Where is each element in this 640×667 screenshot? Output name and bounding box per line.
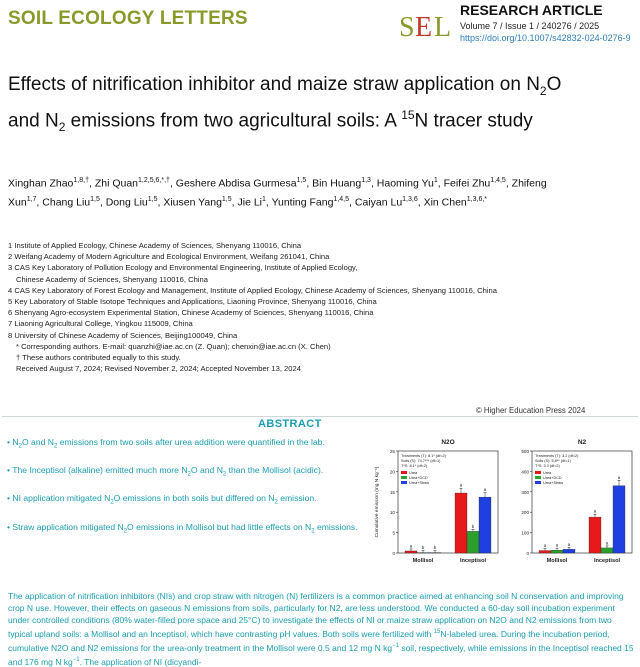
affiliation-1: 1 Institute of Applied Ecology, Chinese Academy of Sciences, Shenyang 110016, China <box>8 240 633 251</box>
author-separator: , <box>36 196 42 208</box>
logo-letter-l: L <box>434 12 451 43</box>
legend-swatch <box>535 481 541 484</box>
legend-swatch <box>535 476 541 479</box>
legend-label: Urea+Straw <box>409 481 429 485</box>
bar-urea-inceptisol <box>589 517 601 553</box>
sel-logo-icon <box>398 6 454 44</box>
affiliation-8: 8 University of Chinese Academy of Sciences, Beijing100049, China <box>8 330 633 341</box>
affiliation-4: 4 CAS Key Laboratory of Forest Ecology and Management, Institute of Applied Ecology, Chinese Academy of Sciences, Shenyang 110016, China <box>8 285 633 296</box>
abstract-heading: ABSTRACT <box>258 418 322 430</box>
bar-urea-straw-mollisol <box>563 549 575 553</box>
legend-swatch <box>535 471 541 474</box>
author: Xin Chen <box>424 196 467 208</box>
author: Chang Liu <box>42 196 90 208</box>
stats-line: T*S: 8.1* (df=2) <box>401 464 428 468</box>
abstract-divider <box>2 416 638 417</box>
affiliations <box>8 240 633 374</box>
chart-title: N2O <box>441 439 454 446</box>
highlight-3: • NI application mitigated $N_2O$ emissions in both soils but differed on $N_2$ emission. <box>6 493 361 509</box>
bar-urea-mollisol <box>539 551 551 553</box>
bar-urea-dcd-inceptisol <box>601 548 613 553</box>
x-category-label: Mollisol <box>413 558 434 564</box>
author: Haoming Yu <box>377 178 434 190</box>
bar-urea-inceptisol <box>455 493 467 553</box>
author-affiliation-marker: 1 <box>434 177 438 184</box>
legend-swatch <box>401 476 407 479</box>
author-affiliation-marker: 1,3 <box>361 177 371 184</box>
author: Geshere Abdisa Gurmesa <box>176 178 297 190</box>
author: Feifei Zhu <box>444 178 491 190</box>
author-affiliation-marker: 1,4,5 <box>490 177 506 184</box>
y-tick-label: 20 <box>390 469 396 474</box>
author-affiliation-marker: 1,5 <box>148 196 158 203</box>
stats-line: Soils (S): 74.7*** (df=1) <box>401 459 441 463</box>
y-tick-label: 100 <box>521 531 529 536</box>
significance-letter: b <box>472 524 475 529</box>
author: Dong Liu <box>106 196 148 208</box>
author: Zhifeng Xun <box>8 178 547 209</box>
affiliation-5: 5 Key Laboratory of Stable Isotope Techniques and Applications, Liaoning Province, Shenyang 110016, China <box>8 296 633 307</box>
highlight-2: • The Inceptisol (alkaline) emitted much more $N_2O$ and $N_2$ than the Mollisol (acidic). <box>6 465 361 481</box>
chart-title: N2 <box>578 439 587 446</box>
bar-urea-mollisol <box>405 551 417 553</box>
stats-line: T*S: 3.3 (df=2) <box>535 464 561 468</box>
journal-logo <box>398 6 454 44</box>
abstract-body: The application of nitrification inhibitors (NIs) and crop straw with nitrogen (N) fertilizers is a common practice aimed at enhancing soil N conservation and improving crop N use. However, their effects on gaseous N emissions from soils, particularly for N2, are less understood. We conducted a 60-day soil incubation experiment under controlled conditions (80% water-filled pore space and 25°C) to investigate the effects of NI or maize straw application on N2O and N2 emissions from two typical upland soils: a Mollisol and an Inceptisol, which have contrasting pH values. Both soils were fertilized with $^{15}$N-labeled urea. During the incubation period, cumulative N2O and N2 emissions for the urea-only treatment in the Mollisol were 0.5 and 12 mg N $kg^{-1}$ soil, respectively, while emissions in the Inceptisol reached 15 and 176 mg N $kg^{-1}$. The application of NI (dicyandi- <box>8 590 634 667</box>
author-affiliation-marker: 1,5 <box>222 196 232 203</box>
legend-label: Urea+Straw <box>543 481 563 485</box>
logo-letter-s: S <box>399 12 415 43</box>
author: Caiyan Lu <box>355 196 402 208</box>
author-affiliation-marker: 1,3,6,* <box>467 196 487 203</box>
significance-letter: a <box>460 483 463 488</box>
bar-urea-straw-inceptisol <box>479 497 491 553</box>
x-category-label: Inceptisol <box>460 558 487 564</box>
author-separator: , <box>100 196 106 208</box>
emission-chart-svg <box>366 435 636 575</box>
significance-letter: a <box>606 540 609 545</box>
emission-chart <box>366 435 636 575</box>
stats-line: Treatments (T): 8.1* (df=2) <box>401 454 447 458</box>
legend-swatch <box>401 481 407 484</box>
significance-letter: b <box>434 545 437 550</box>
corresponding-authors: * Corresponding authors. E-mail: quanzhi@iae.ac.cn (Z. Quan); chenxin@iae.ac.cn (X. Chen) <box>8 341 633 352</box>
affiliation-3-cont: Chinese Academy of Sciences, Shenyang 110016, China <box>8 274 633 285</box>
affiliation-7: 7 Liaoning Agricultural College, Yingkou 115009, China <box>8 318 633 329</box>
copyright: © Higher Education Press 2024 <box>476 406 585 415</box>
journal-title: SOIL ECOLOGY LETTERS <box>8 8 248 30</box>
y-tick-label: 5 <box>392 531 395 536</box>
significance-letter: a <box>594 509 597 514</box>
header-meta <box>460 2 636 43</box>
significance-letter: a <box>568 542 571 547</box>
author-separator: , <box>266 196 272 208</box>
author-separator: , <box>371 178 377 190</box>
affiliation-3: 3 CAS Key Laboratory of Pollution Ecology and Environmental Engineering, Institute of Applied Ecology, <box>8 262 633 273</box>
author: Xinghan Zhao <box>8 178 73 190</box>
author-affiliation-marker: 1,8,† <box>73 177 89 184</box>
bar-urea-straw-inceptisol <box>613 486 625 553</box>
significance-letter: a <box>410 543 413 548</box>
bar-urea-dcd-inceptisol <box>467 531 479 553</box>
legend-swatch <box>401 471 407 474</box>
author-affiliation-marker: 1 <box>262 196 266 203</box>
author-affiliation-marker: 1,7 <box>27 196 37 203</box>
y-axis-label: Cumulative emission (mg N kg⁻¹) <box>374 466 380 537</box>
significance-letter: b <box>422 545 425 550</box>
highlight-4: • Straw application mitigated $N_2O$ emissions in Mollisol but had little effects on $N_2$ emissions. <box>6 522 361 538</box>
significance-letter: a <box>484 487 487 492</box>
author-separator: , <box>506 178 512 190</box>
author-affiliation-marker: 1,5 <box>297 177 307 184</box>
y-tick-label: 300 <box>521 490 529 495</box>
significance-letter: a <box>618 475 621 480</box>
x-category-label: Inceptisol <box>594 558 621 564</box>
author-separator: , <box>157 196 163 208</box>
legend-label: Urea <box>543 471 552 475</box>
y-tick-label: 400 <box>521 469 529 474</box>
stats-line: Soils (S): 5.8** (df=1) <box>535 459 572 463</box>
author-separator: , <box>89 178 95 190</box>
author-affiliation-marker: 1,2,5,6,*,† <box>138 177 170 184</box>
author-separator: , <box>438 178 444 190</box>
significance-letter: a <box>556 543 559 548</box>
author: Zhi Quan <box>95 178 138 190</box>
volume-issue: Volume 7 / Issue 1 / 240276 / 2025 <box>460 21 636 31</box>
highlights <box>6 437 361 550</box>
logo-letter-e: E <box>415 12 432 43</box>
y-tick-label: 0 <box>526 551 529 556</box>
legend-label: Urea+DCD <box>409 476 428 480</box>
author: Yunting Fang <box>272 196 334 208</box>
author-list <box>8 173 568 210</box>
bar-urea-dcd-mollisol <box>551 550 563 553</box>
significance-letter: a <box>544 543 547 548</box>
author: Bin Huang <box>312 178 361 190</box>
author-separator: , <box>232 196 238 208</box>
author-separator: , <box>306 178 312 190</box>
dates: Received August 7, 2024; Revised November 2, 2024; Accepted November 13, 2024 <box>8 363 633 374</box>
y-tick-label: 15 <box>390 490 396 495</box>
author: Jie Li <box>237 196 262 208</box>
y-tick-label: 500 <box>521 449 529 454</box>
paper-title: Effects of nitrification inhibitor and maize straw application on $N_2O$ and $N_2$ emissions from two agricultural soils: A $^{15}$N tracer study <box>8 73 568 139</box>
legend-label: Urea+DCD <box>543 476 562 480</box>
affiliation-2: 2 Weifang Academy of Modern Agriculture and Ecological Environment, Weifang 261041, China <box>8 251 633 262</box>
stats-line: Treatments (T): 3.2 (df=2) <box>535 454 579 458</box>
x-category-label: Mollisol <box>547 558 568 564</box>
author-affiliation-marker: 1,5 <box>90 196 100 203</box>
y-tick-label: 200 <box>521 510 529 515</box>
author-affiliation-marker: 1,4,5 <box>333 196 349 203</box>
affiliation-6: 6 Shenyang Agro-ecosystem Experimental Station, Chinese Academy of Sciences, Shenyang 110016, China <box>8 307 633 318</box>
legend-label: Urea <box>409 471 418 475</box>
doi-link[interactable]: https://doi.org/10.1007/s42832-024-0276-9 <box>460 33 636 43</box>
highlight-1: • $N_2O$ and $N_2$ emissions from two soils after urea addition were quantified in the lab. <box>6 437 361 453</box>
author-separator: , <box>418 196 424 208</box>
y-tick-label: 0 <box>392 551 395 556</box>
author-separator: , <box>349 196 355 208</box>
author-separator: , <box>170 178 176 190</box>
author-affiliation-marker: 1,3,6 <box>402 196 418 203</box>
author: Xiusen Yang <box>163 196 222 208</box>
y-tick-label: 25 <box>390 449 396 454</box>
y-tick-label: 10 <box>390 510 396 515</box>
equal-contribution: † These authors contributed equally to this study. <box>8 352 633 363</box>
article-type: RESEARCH ARTICLE <box>460 2 636 18</box>
